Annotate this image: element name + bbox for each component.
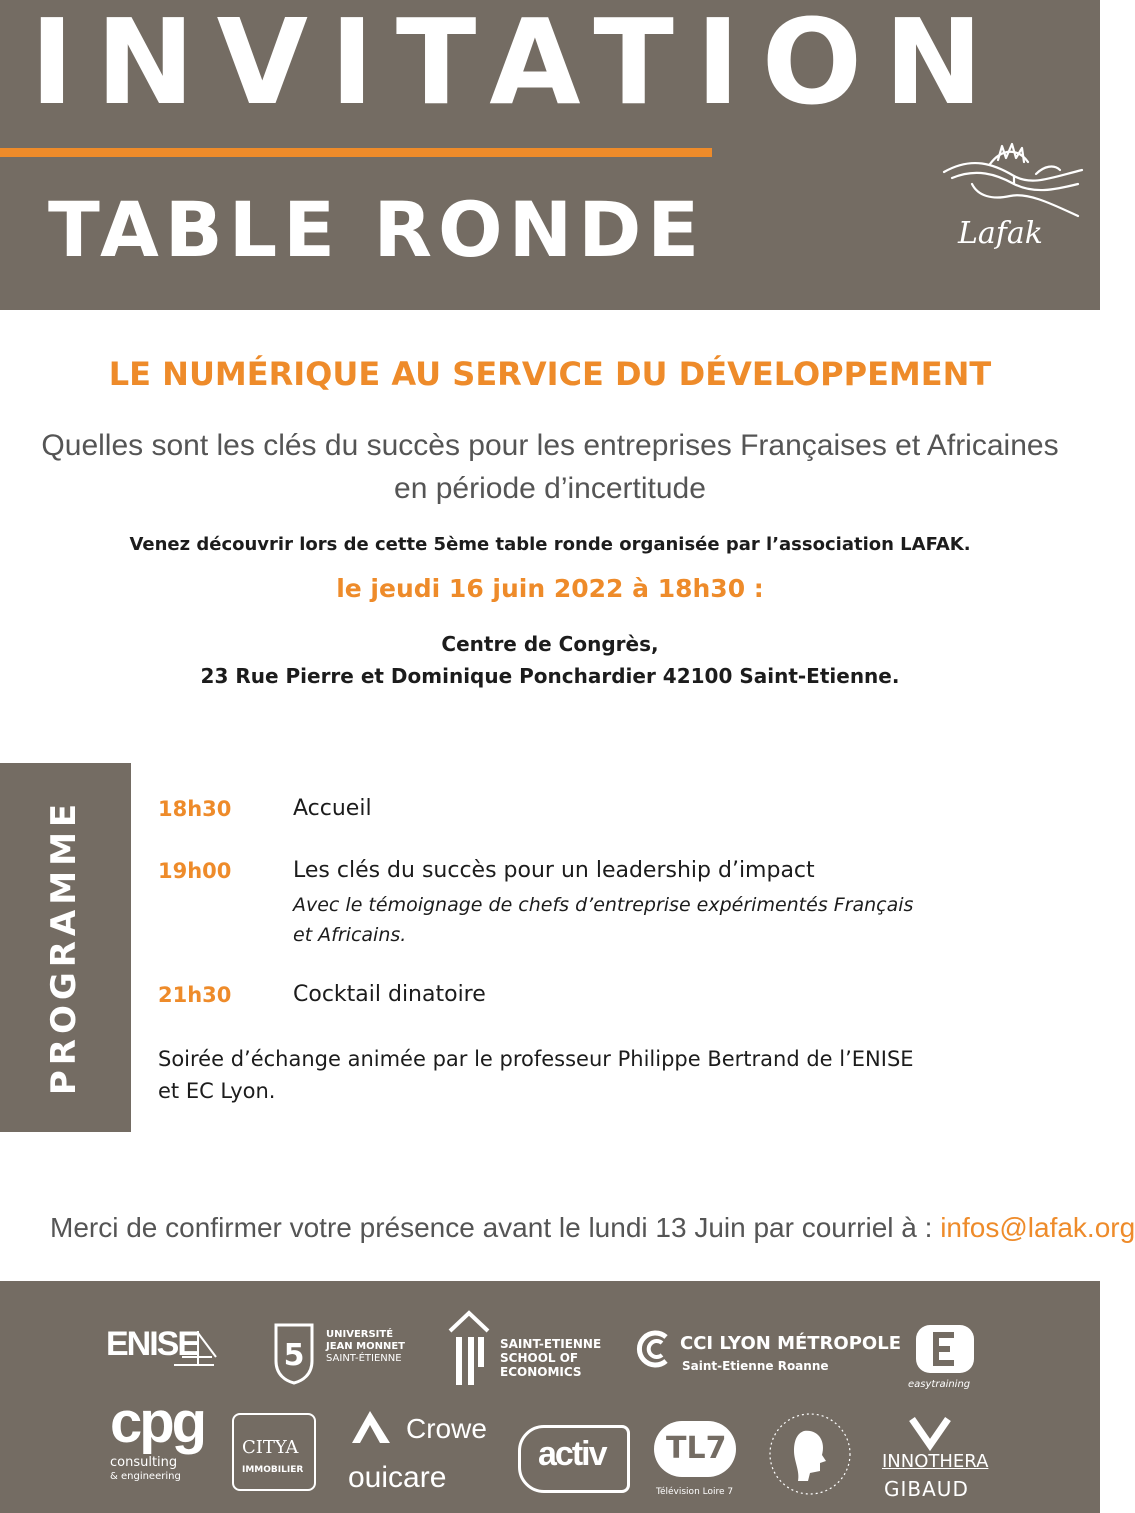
ujm-line1: UNIVERSITÉ bbox=[326, 1329, 394, 1340]
svg-text:5: 5 bbox=[283, 1338, 305, 1373]
venue-street: 23 Rue Pierre et Dominique Ponchardier 42100 Saint-Etienne. bbox=[200, 664, 900, 688]
event-question-line2: en période d’incertitude bbox=[394, 472, 706, 505]
programme-time: 19h00 bbox=[158, 859, 232, 883]
title-divider bbox=[0, 148, 712, 157]
event-question bbox=[40, 424, 1060, 510]
easytraining-icon bbox=[914, 1321, 978, 1377]
sese-line2: SCHOOL OF bbox=[500, 1351, 579, 1365]
innothera-text: INNOTHERA bbox=[882, 1451, 989, 1472]
crowe-text: Crowe bbox=[406, 1413, 487, 1444]
easytraining-text: easytraining bbox=[908, 1379, 971, 1390]
programme-note-line1: Soirée d’échange animée par le professeur Philippe Bertrand de l’ENISE bbox=[158, 1047, 914, 1071]
programme-label: PROGRAMME bbox=[44, 798, 84, 1096]
programme-detail-line1: Avec le témoignage de chefs d’entreprise expérimentés Français bbox=[293, 894, 914, 916]
citya-text: CITYA bbox=[242, 1437, 299, 1458]
programme-item-title: Les clés du succès pour un leadership d’impact bbox=[293, 858, 815, 883]
event-date: le jeudi 16 juin 2022 à 18h30 : bbox=[336, 574, 764, 603]
tl7-sub: Télévision Loire 7 bbox=[656, 1487, 734, 1497]
venue-name: Centre de Congrès, bbox=[441, 632, 659, 656]
programme-item-title: Cocktail dinatoire bbox=[293, 982, 486, 1007]
citya-sub: IMMOBILIER bbox=[242, 1465, 304, 1475]
event-question-line1: Quelles sont les clés du succès pour les entreprises Françaises et Africaines bbox=[41, 429, 1059, 462]
rsvp-text: Merci de confirmer votre présence avant le lundi 13 Juin par courriel à : bbox=[50, 1212, 941, 1243]
rsvp-email-link[interactable]: infos@lafak.org bbox=[940, 1212, 1135, 1243]
programme-note bbox=[158, 1043, 1058, 1107]
header-banner bbox=[0, 0, 1100, 310]
invitation-title: INVITATION bbox=[30, 0, 1005, 131]
venue-address bbox=[0, 628, 1100, 692]
enise-logo-text: ENISE bbox=[106, 1325, 199, 1363]
ouicare-text: ouicare bbox=[348, 1461, 447, 1494]
activ-text: activ bbox=[538, 1435, 606, 1473]
sese-line1: SAINT-ETIENNE bbox=[500, 1337, 602, 1351]
partners-footer bbox=[0, 1281, 1100, 1513]
cci-name: CCI LYON MÉTROPOLE bbox=[680, 1333, 901, 1354]
programme-detail-line2: et Africains. bbox=[293, 924, 407, 946]
table-ronde-subtitle: TABLE RONDE bbox=[48, 185, 706, 274]
cpg-text: cpg bbox=[110, 1390, 205, 1455]
sese-line3: ECONOMICS bbox=[500, 1365, 582, 1379]
programme-item-detail bbox=[293, 890, 993, 950]
ujm-line2: JEAN MONNET bbox=[326, 1341, 405, 1352]
profile-seal-icon bbox=[764, 1409, 856, 1499]
innothera-icon bbox=[910, 1415, 950, 1449]
programme-time: 18h30 bbox=[158, 797, 232, 821]
lafak-logo-text: Lafak bbox=[958, 216, 1043, 251]
programme-note-line2: et EC Lyon. bbox=[158, 1079, 276, 1103]
cpg-sub2: & engineering bbox=[110, 1471, 181, 1482]
event-theme: LE NUMÉRIQUE AU SERVICE DU DÉVELOPPEMENT bbox=[108, 355, 992, 393]
programme-time: 21h30 bbox=[158, 983, 232, 1007]
tl7-text: TL7 bbox=[666, 1431, 727, 1466]
event-intro: Venez découvrir lors de cette 5ème table ronde organisée par l’association LAFAK. bbox=[129, 534, 971, 555]
cpg-sub1: consulting bbox=[110, 1455, 178, 1470]
cci-sub: Saint-Etienne Roanne bbox=[682, 1359, 829, 1373]
programme-item-title: Accueil bbox=[293, 796, 372, 821]
ujm-line3: SAINT-ÉTIENNE bbox=[326, 1353, 402, 1364]
rsvp-line bbox=[50, 1212, 1135, 1244]
crowe-icon bbox=[348, 1407, 394, 1447]
ujm-shield-icon bbox=[272, 1321, 316, 1385]
gibaud-text: GIBAUD bbox=[884, 1477, 969, 1501]
sail-icon bbox=[168, 1327, 220, 1369]
cci-icon bbox=[636, 1329, 676, 1369]
enise-logo bbox=[106, 1325, 198, 1364]
building-icon bbox=[446, 1309, 492, 1389]
